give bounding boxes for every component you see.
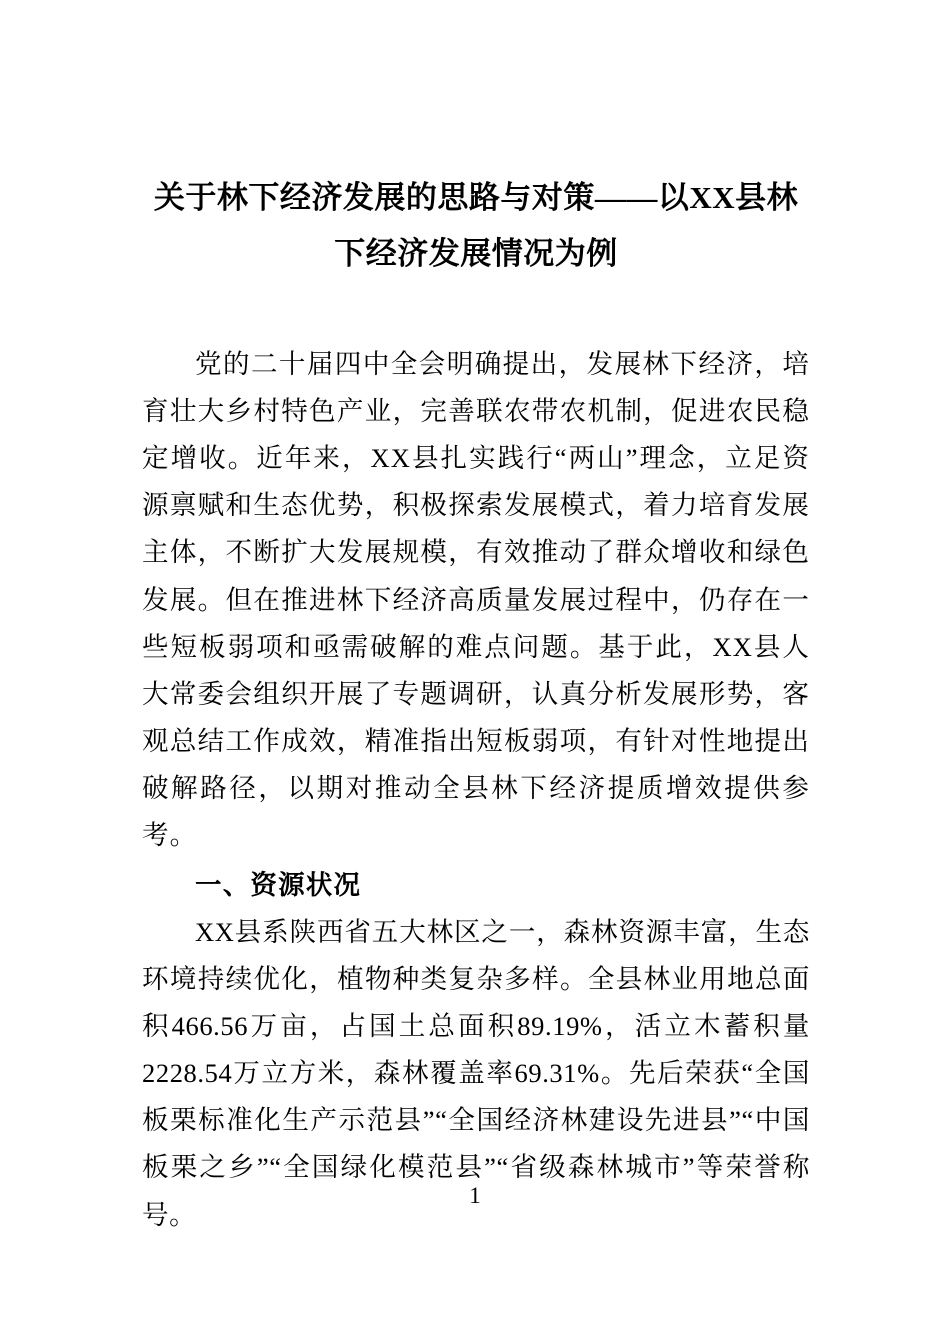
paragraph: XX县系陕西省五大林区之一，森林资源丰富，生态环境持续优化，植物种类复杂多样。全县林业用地总面积466.56万亩，占国土总面积89.19%，活立木蓄积量2228.54万立方米，森林覆盖率69.31%。先后荣获“全国板栗标准化生产示范县”“全国经济林建设先进县”“中国板栗之乡”“全国绿化模范县”“省级森林城市”等荣誉称号。 bbox=[142, 916, 810, 1230]
intro-block bbox=[142, 341, 810, 860]
section-heading: 一、资源状况 bbox=[195, 869, 362, 900]
document-body bbox=[142, 170, 810, 1239]
page-title: 关于林下经济发展的思路与对策——以XX县林下经济发展情况为例 bbox=[153, 180, 799, 272]
page-number: 1 bbox=[469, 1183, 481, 1208]
paragraph: 党的二十届四中全会明确提出，发展林下经济，培育壮大乡村特色产业，完善联农带农机制，促进农民稳定增收。近年来，XX县扎实践行“两山”理念，立足资源禀赋和生态优势，积极探索发展模式，着力培育发展主体，不断扩大发展规模，有效推动了群众增收和绿色发展。但在推进林下经济高质量发展过程中，仍存在一些短板弱项和亟需破解的难点问题。基于此，XX县人大常委会组织开展了专题调研，认真分析发展形势，客观总结工作成效，精准指出短板弱项，有针对性地提出破解路径，以期对推动全县林下经济提质增效提供参考。 bbox=[142, 348, 810, 851]
